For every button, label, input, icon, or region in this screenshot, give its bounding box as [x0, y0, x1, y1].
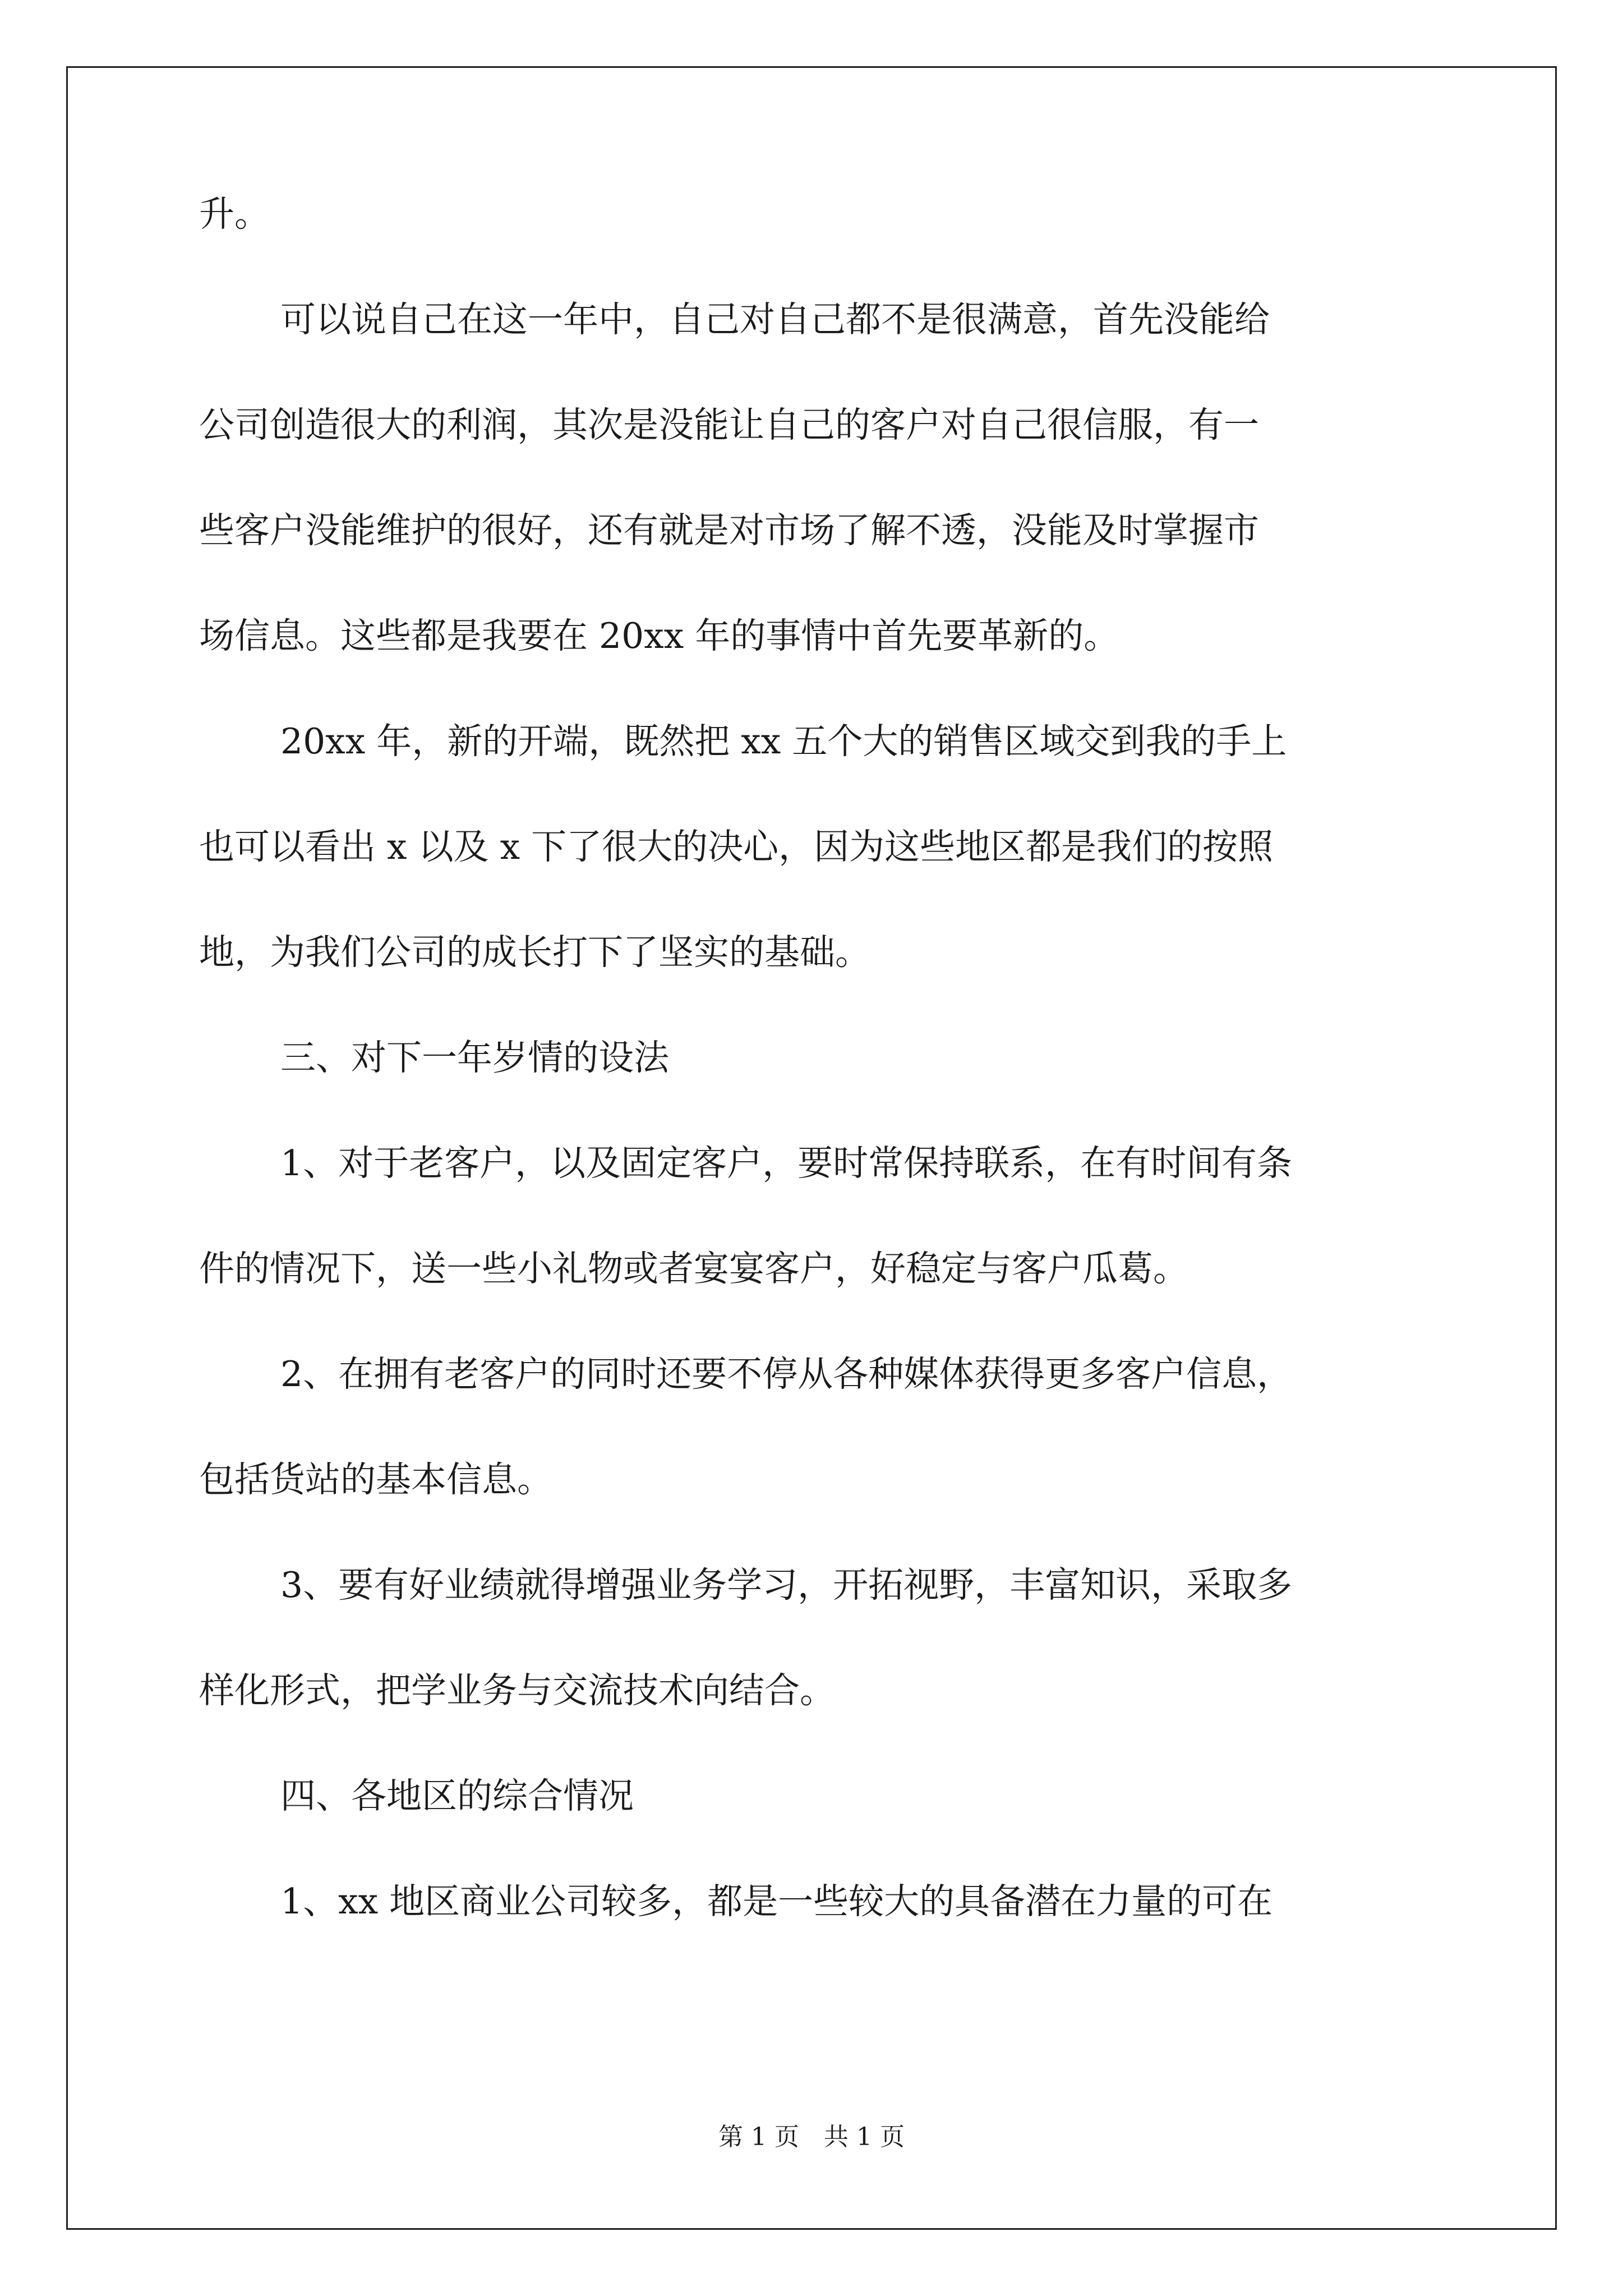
text-line-2: 可以说自己在这一年中，自己对自己都不是很满意，首先没能给	[280, 299, 1270, 340]
text-line-3: 公司创造很大的利润，其次是没能让自己的客户对自己很信服，有一	[199, 404, 1259, 445]
text-line-17: 1、xx 地区商业公司较多，都是一些较大的具备潜在力量的可在	[280, 1881, 1273, 1922]
page-footer: 第 1 页 共 1 页	[718, 2123, 905, 2151]
text-line-6: 20xx 年，新的开端，既然把 xx 五个大的销售区域交到我的手上	[280, 721, 1287, 762]
text-line-14: 3、要有好业绩就得增强业务学习，开拓视野，丰富知识，采取多	[280, 1565, 1293, 1605]
text-line-15: 样化形式，把学业务与交流技术向结合。	[199, 1670, 835, 1711]
text-line-7: 也可以看出 x 以及 x 下了很大的决心，因为这些地区都是我们的按照	[199, 826, 1274, 867]
text-line-1: 升。	[199, 194, 270, 234]
text-line-13: 包括货站的基本信息。	[199, 1459, 552, 1500]
text-line-12: 2、在拥有老客户的同时还要不停从各种媒体获得更多客户信息，	[280, 1354, 1293, 1395]
text-line-4: 些客户没能维护的很好，还有就是对市场了解不透，没能及时掌握市	[199, 510, 1259, 551]
section-heading-4: 四、各地区的综合情况	[280, 1775, 634, 1816]
text-line-11: 件的情况下，送一些小礼物或者宴宴客户，好稳定与客户瓜葛。	[199, 1248, 1188, 1289]
section-heading-3: 三、对下一年岁情的设法	[280, 1037, 669, 1078]
text-line-5: 场信息。这些都是我要在 20xx 年的事情中首先要革新的。	[199, 615, 1119, 656]
text-line-10: 1、对于老客户，以及固定客户，要时常保持联系，在有时间有条	[280, 1143, 1293, 1184]
text-line-8: 地，为我们公司的成长打下了坚实的基础。	[199, 932, 870, 973]
